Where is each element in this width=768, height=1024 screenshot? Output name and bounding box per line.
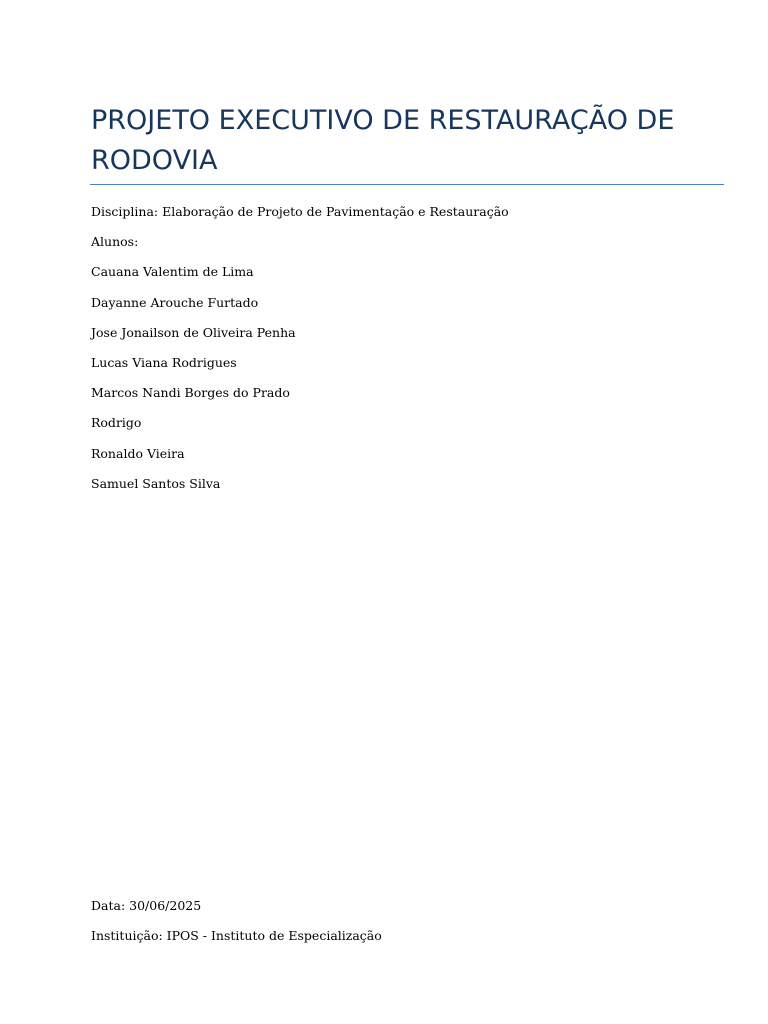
students-label: Alunos: [91,234,139,250]
student-name: Lucas Viana Rodrigues [91,354,237,370]
student-name: Jose Jonailson de Oliveira Penha [91,324,296,340]
title-underline-divider [90,184,724,185]
document-title: PROJETO EXECUTIVO DE RESTAURAÇÃO DE RODOVIA [91,105,675,176]
student-name: Rodrigo [91,415,142,431]
institution-line: Instituição: IPOS - Instituto de Especialização [91,928,382,943]
student-name: Marcos Nandi Borges do Prado [91,385,290,401]
student-name: Cauana Valentim de Lima [91,264,254,280]
document-body [91,203,721,505]
discipline-line: Disciplina: Elaboração de Projeto de Pavimentação e Restauração [91,204,509,219]
student-name: Samuel Santos Silva [91,475,221,491]
student-name: Dayanne Arouche Furtado [91,294,259,310]
student-name: Ronaldo Vieira [91,445,185,461]
date-line: Data: 30/06/2025 [91,898,202,913]
document-footer [91,897,721,957]
